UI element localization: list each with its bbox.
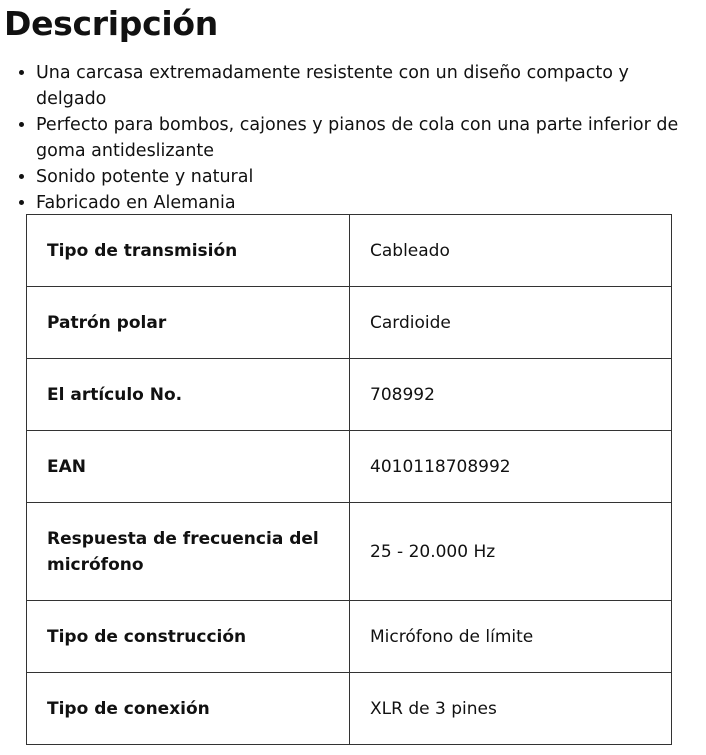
spec-value: Cableado <box>350 215 672 287</box>
table-row <box>27 431 672 503</box>
spec-value: 25 - 20.000 Hz <box>350 503 672 601</box>
spec-value: XLR de 3 pines <box>350 673 672 745</box>
spec-label: Patrón polar <box>27 287 350 359</box>
spec-label: Tipo de construcción <box>27 601 350 673</box>
feature-list <box>16 60 702 216</box>
spec-label: Respuesta de frecuencia del micrófono <box>27 503 350 601</box>
table-row <box>27 359 672 431</box>
spec-label: Tipo de transmisión <box>27 215 350 287</box>
spec-value: Micrófono de límite <box>350 601 672 673</box>
table-row <box>27 601 672 673</box>
spec-value: Cardioide <box>350 287 672 359</box>
feature-item: • Una carcasa extremadamente resistente con un diseño compacto y delgado <box>36 60 702 112</box>
page-title: Descripción <box>4 4 218 43</box>
spec-value: 4010118708992 <box>350 431 672 503</box>
spec-label: El artículo No. <box>27 359 350 431</box>
table-row <box>27 215 672 287</box>
feature-item: • Perfecto para bombos, cajones y pianos de cola con una parte inferior de goma antideslizante <box>36 112 702 164</box>
feature-item: • Fabricado en Alemania <box>36 190 702 216</box>
spec-label: EAN <box>27 431 350 503</box>
table-row <box>27 503 672 601</box>
specs-table <box>26 214 672 745</box>
spec-value: 708992 <box>350 359 672 431</box>
feature-item: • Sonido potente y natural <box>36 164 702 190</box>
spec-label: Tipo de conexión <box>27 673 350 745</box>
table-row <box>27 287 672 359</box>
table-row <box>27 673 672 745</box>
